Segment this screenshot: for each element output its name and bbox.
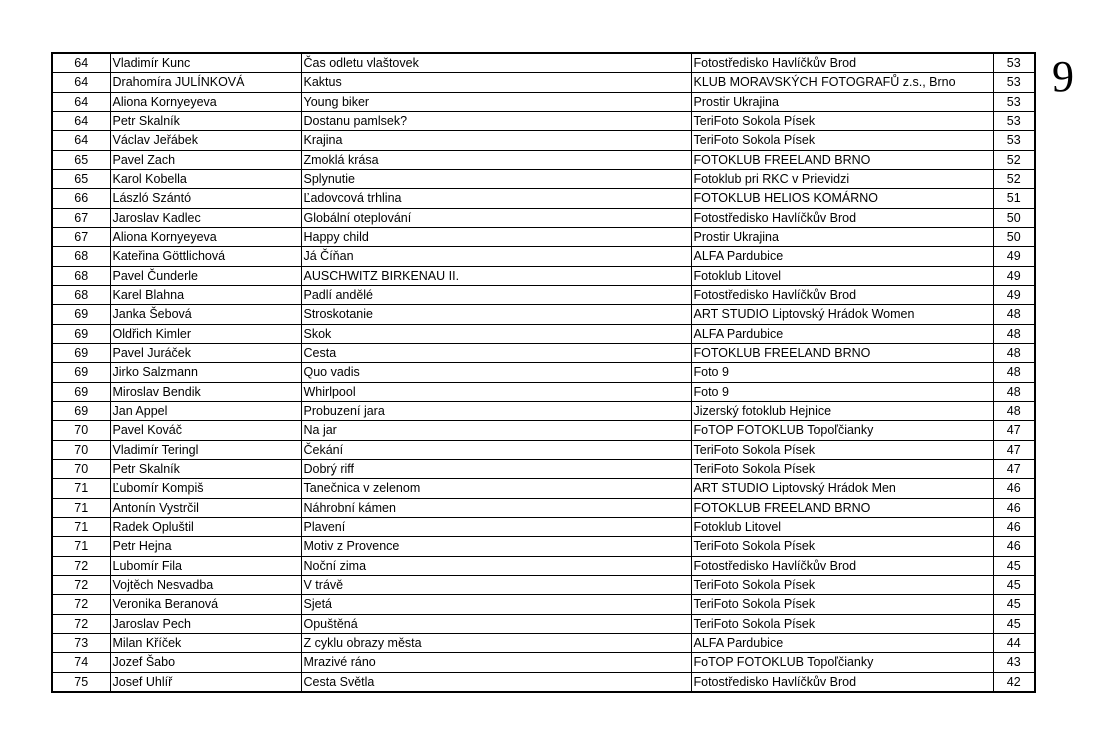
author-cell: Antonín Vystrčil <box>110 498 301 517</box>
table-row <box>52 575 1035 594</box>
title-cell: Stroskotanie <box>301 305 691 324</box>
club-cell: TeriFoto Sokola Písek <box>691 614 993 633</box>
club-cell: TeriFoto Sokola Písek <box>691 595 993 614</box>
rank-cell: 72 <box>52 575 110 594</box>
author-cell: Jozef Šabo <box>110 653 301 672</box>
author-cell: László Szántó <box>110 189 301 208</box>
author-cell: Vladimír Kunc <box>110 53 301 73</box>
table-row <box>52 633 1035 652</box>
rank-cell: 74 <box>52 653 110 672</box>
points-cell: 46 <box>993 537 1035 556</box>
rank-cell: 69 <box>52 382 110 401</box>
title-cell: Quo vadis <box>301 363 691 382</box>
table-row <box>52 169 1035 188</box>
table-row <box>52 227 1035 246</box>
table-row <box>52 285 1035 304</box>
points-cell: 48 <box>993 401 1035 420</box>
author-cell: Petr Skalník <box>110 111 301 130</box>
club-cell: TeriFoto Sokola Písek <box>691 459 993 478</box>
title-cell: Tanečnica v zelenom <box>301 479 691 498</box>
table-row <box>52 537 1035 556</box>
rank-cell: 68 <box>52 266 110 285</box>
points-cell: 45 <box>993 595 1035 614</box>
author-cell: Jan Appel <box>110 401 301 420</box>
rank-cell: 69 <box>52 343 110 362</box>
club-cell: Prostir Ukrajina <box>691 227 993 246</box>
club-cell: FOTOKLUB FREELAND BRNO <box>691 343 993 362</box>
rank-cell: 67 <box>52 227 110 246</box>
club-cell: Fotoklub pri RKC v Prievidzi <box>691 169 993 188</box>
rank-cell: 66 <box>52 189 110 208</box>
points-cell: 53 <box>993 92 1035 111</box>
table-row <box>52 189 1035 208</box>
rank-cell: 72 <box>52 556 110 575</box>
rank-cell: 71 <box>52 537 110 556</box>
club-cell: Prostir Ukrajina <box>691 92 993 111</box>
rank-cell: 64 <box>52 131 110 150</box>
club-cell: ALFA Pardubice <box>691 247 993 266</box>
points-cell: 52 <box>993 150 1035 169</box>
table-row <box>52 92 1035 111</box>
club-cell: ART STUDIO Liptovský Hrádok Women <box>691 305 993 324</box>
title-cell: Young biker <box>301 92 691 111</box>
club-cell: KLUB MORAVSKÝCH FOTOGRAFŮ z.s., Brno <box>691 73 993 92</box>
points-cell: 53 <box>993 73 1035 92</box>
author-cell: Milan Kříček <box>110 633 301 652</box>
club-cell: Fotostředisko Havlíčkův Brod <box>691 285 993 304</box>
club-cell: ALFA Pardubice <box>691 633 993 652</box>
table-row <box>52 672 1035 692</box>
club-cell: ALFA Pardubice <box>691 324 993 343</box>
table-row <box>52 498 1035 517</box>
table-row <box>52 440 1035 459</box>
title-cell: Ľadovcová trhlina <box>301 189 691 208</box>
author-cell: Vladimír Teringl <box>110 440 301 459</box>
author-cell: Kateřina Göttlichová <box>110 247 301 266</box>
title-cell: Probuzení jara <box>301 401 691 420</box>
points-cell: 50 <box>993 208 1035 227</box>
author-cell: Lubomír Fila <box>110 556 301 575</box>
points-cell: 47 <box>993 421 1035 440</box>
table-row <box>52 208 1035 227</box>
points-cell: 51 <box>993 189 1035 208</box>
title-cell: Mrazivé ráno <box>301 653 691 672</box>
rank-cell: 71 <box>52 498 110 517</box>
points-cell: 50 <box>993 227 1035 246</box>
table-row <box>52 595 1035 614</box>
author-cell: Karol Kobella <box>110 169 301 188</box>
author-cell: Josef Uhlíř <box>110 672 301 692</box>
rank-cell: 69 <box>52 363 110 382</box>
title-cell: Čekání <box>301 440 691 459</box>
table-row <box>52 53 1035 73</box>
club-cell: Fotostředisko Havlíčkův Brod <box>691 672 993 692</box>
author-cell: Jaroslav Pech <box>110 614 301 633</box>
title-cell: Zmoklá krása <box>301 150 691 169</box>
author-cell: Pavel Zach <box>110 150 301 169</box>
table-row <box>52 111 1035 130</box>
points-cell: 48 <box>993 382 1035 401</box>
points-cell: 46 <box>993 479 1035 498</box>
title-cell: Globální oteplování <box>301 208 691 227</box>
rank-cell: 64 <box>52 53 110 73</box>
title-cell: Kaktus <box>301 73 691 92</box>
table-row <box>52 421 1035 440</box>
title-cell: V trávě <box>301 575 691 594</box>
points-cell: 49 <box>993 247 1035 266</box>
club-cell: Fotoklub Litovel <box>691 517 993 536</box>
club-cell: FoTOP FOTOKLUB Topoľčianky <box>691 653 993 672</box>
table-row <box>52 363 1035 382</box>
title-cell: Já Číňan <box>301 247 691 266</box>
points-cell: 53 <box>993 131 1035 150</box>
points-cell: 47 <box>993 440 1035 459</box>
club-cell: FOTOKLUB FREELAND BRNO <box>691 498 993 517</box>
club-cell: Fotostředisko Havlíčkův Brod <box>691 53 993 73</box>
points-cell: 49 <box>993 266 1035 285</box>
rank-cell: 65 <box>52 169 110 188</box>
author-cell: Karel Blahna <box>110 285 301 304</box>
title-cell: Noční zima <box>301 556 691 575</box>
table-row <box>52 305 1035 324</box>
rank-cell: 71 <box>52 479 110 498</box>
title-cell: Opuštěná <box>301 614 691 633</box>
author-cell: Radek Opluštil <box>110 517 301 536</box>
points-cell: 49 <box>993 285 1035 304</box>
table-row <box>52 150 1035 169</box>
title-cell: Čas odletu vlaštovek <box>301 53 691 73</box>
author-cell: Miroslav Bendik <box>110 382 301 401</box>
points-cell: 48 <box>993 363 1035 382</box>
rank-cell: 73 <box>52 633 110 652</box>
club-cell: TeriFoto Sokola Písek <box>691 440 993 459</box>
points-cell: 47 <box>993 459 1035 478</box>
club-cell: FoTOP FOTOKLUB Topoľčianky <box>691 421 993 440</box>
table-row <box>52 131 1035 150</box>
author-cell: Václav Jeřábek <box>110 131 301 150</box>
points-cell: 53 <box>993 111 1035 130</box>
title-cell: Skok <box>301 324 691 343</box>
author-cell: Jirko Salzmann <box>110 363 301 382</box>
rank-cell: 69 <box>52 401 110 420</box>
author-cell: Pavel Juráček <box>110 343 301 362</box>
table-row <box>52 382 1035 401</box>
title-cell: Z cyklu obrazy města <box>301 633 691 652</box>
title-cell: Náhrobní kámen <box>301 498 691 517</box>
author-cell: Veronika Beranová <box>110 595 301 614</box>
club-cell: TeriFoto Sokola Písek <box>691 111 993 130</box>
author-cell: Petr Hejna <box>110 537 301 556</box>
club-cell: TeriFoto Sokola Písek <box>691 131 993 150</box>
table-row <box>52 653 1035 672</box>
points-cell: 48 <box>993 324 1035 343</box>
author-cell: Aliona Kornyeyeva <box>110 92 301 111</box>
club-cell: ART STUDIO Liptovský Hrádok Men <box>691 479 993 498</box>
author-cell: Aliona Kornyeyeva <box>110 227 301 246</box>
table-row <box>52 459 1035 478</box>
rank-cell: 70 <box>52 421 110 440</box>
rank-cell: 69 <box>52 305 110 324</box>
club-cell: FOTOKLUB FREELAND BRNO <box>691 150 993 169</box>
points-cell: 52 <box>993 169 1035 188</box>
table-row <box>52 266 1035 285</box>
rank-cell: 68 <box>52 285 110 304</box>
title-cell: Splynutie <box>301 169 691 188</box>
rank-cell: 70 <box>52 459 110 478</box>
author-cell: Jaroslav Kadlec <box>110 208 301 227</box>
points-cell: 45 <box>993 614 1035 633</box>
table-row <box>52 324 1035 343</box>
rank-cell: 64 <box>52 111 110 130</box>
author-cell: Ľubomír Kompiš <box>110 479 301 498</box>
title-cell: Happy child <box>301 227 691 246</box>
rank-cell: 69 <box>52 324 110 343</box>
rank-cell: 75 <box>52 672 110 692</box>
points-cell: 46 <box>993 498 1035 517</box>
title-cell: Cesta <box>301 343 691 362</box>
points-cell: 45 <box>993 556 1035 575</box>
table-row <box>52 479 1035 498</box>
rank-cell: 70 <box>52 440 110 459</box>
rank-cell: 68 <box>52 247 110 266</box>
rank-cell: 65 <box>52 150 110 169</box>
points-cell: 46 <box>993 517 1035 536</box>
title-cell: Padlí andělé <box>301 285 691 304</box>
club-cell: TeriFoto Sokola Písek <box>691 537 993 556</box>
results-table <box>51 52 1036 693</box>
club-cell: Foto 9 <box>691 382 993 401</box>
points-cell: 53 <box>993 53 1035 73</box>
rank-cell: 72 <box>52 614 110 633</box>
results-body <box>52 53 1035 692</box>
club-cell: Fotostředisko Havlíčkův Brod <box>691 556 993 575</box>
title-cell: Krajina <box>301 131 691 150</box>
author-cell: Pavel Kováč <box>110 421 301 440</box>
rank-cell: 64 <box>52 92 110 111</box>
club-cell: FOTOKLUB HELIOS KOMÁRNO <box>691 189 993 208</box>
rank-cell: 72 <box>52 595 110 614</box>
author-cell: Drahomíra JULÍNKOVÁ <box>110 73 301 92</box>
club-cell: Jizerský fotoklub Hejnice <box>691 401 993 420</box>
author-cell: Oldřich Kimler <box>110 324 301 343</box>
rank-cell: 64 <box>52 73 110 92</box>
title-cell: Sjetá <box>301 595 691 614</box>
rank-cell: 71 <box>52 517 110 536</box>
title-cell: Motiv z Provence <box>301 537 691 556</box>
title-cell: Dobrý riff <box>301 459 691 478</box>
table-row <box>52 517 1035 536</box>
title-cell: Dostanu pamlsek? <box>301 111 691 130</box>
points-cell: 42 <box>993 672 1035 692</box>
club-cell: TeriFoto Sokola Písek <box>691 575 993 594</box>
title-cell: Plavení <box>301 517 691 536</box>
points-cell: 44 <box>993 633 1035 652</box>
table-row <box>52 73 1035 92</box>
table-row <box>52 556 1035 575</box>
table-row <box>52 614 1035 633</box>
points-cell: 43 <box>993 653 1035 672</box>
author-cell: Pavel Čunderle <box>110 266 301 285</box>
points-cell: 48 <box>993 343 1035 362</box>
club-cell: Fotoklub Litovel <box>691 266 993 285</box>
points-cell: 45 <box>993 575 1035 594</box>
author-cell: Vojtěch Nesvadba <box>110 575 301 594</box>
rank-cell: 67 <box>52 208 110 227</box>
table-row <box>52 247 1035 266</box>
title-cell: Na jar <box>301 421 691 440</box>
author-cell: Petr Skalník <box>110 459 301 478</box>
table-row <box>52 401 1035 420</box>
title-cell: AUSCHWITZ BIRKENAU II. <box>301 266 691 285</box>
points-cell: 48 <box>993 305 1035 324</box>
club-cell: Foto 9 <box>691 363 993 382</box>
club-cell: Fotostředisko Havlíčkův Brod <box>691 208 993 227</box>
page-number: 9 <box>1052 52 1074 101</box>
title-cell: Cesta Světla <box>301 672 691 692</box>
title-cell: Whirlpool <box>301 382 691 401</box>
table-row <box>52 343 1035 362</box>
author-cell: Janka Šebová <box>110 305 301 324</box>
